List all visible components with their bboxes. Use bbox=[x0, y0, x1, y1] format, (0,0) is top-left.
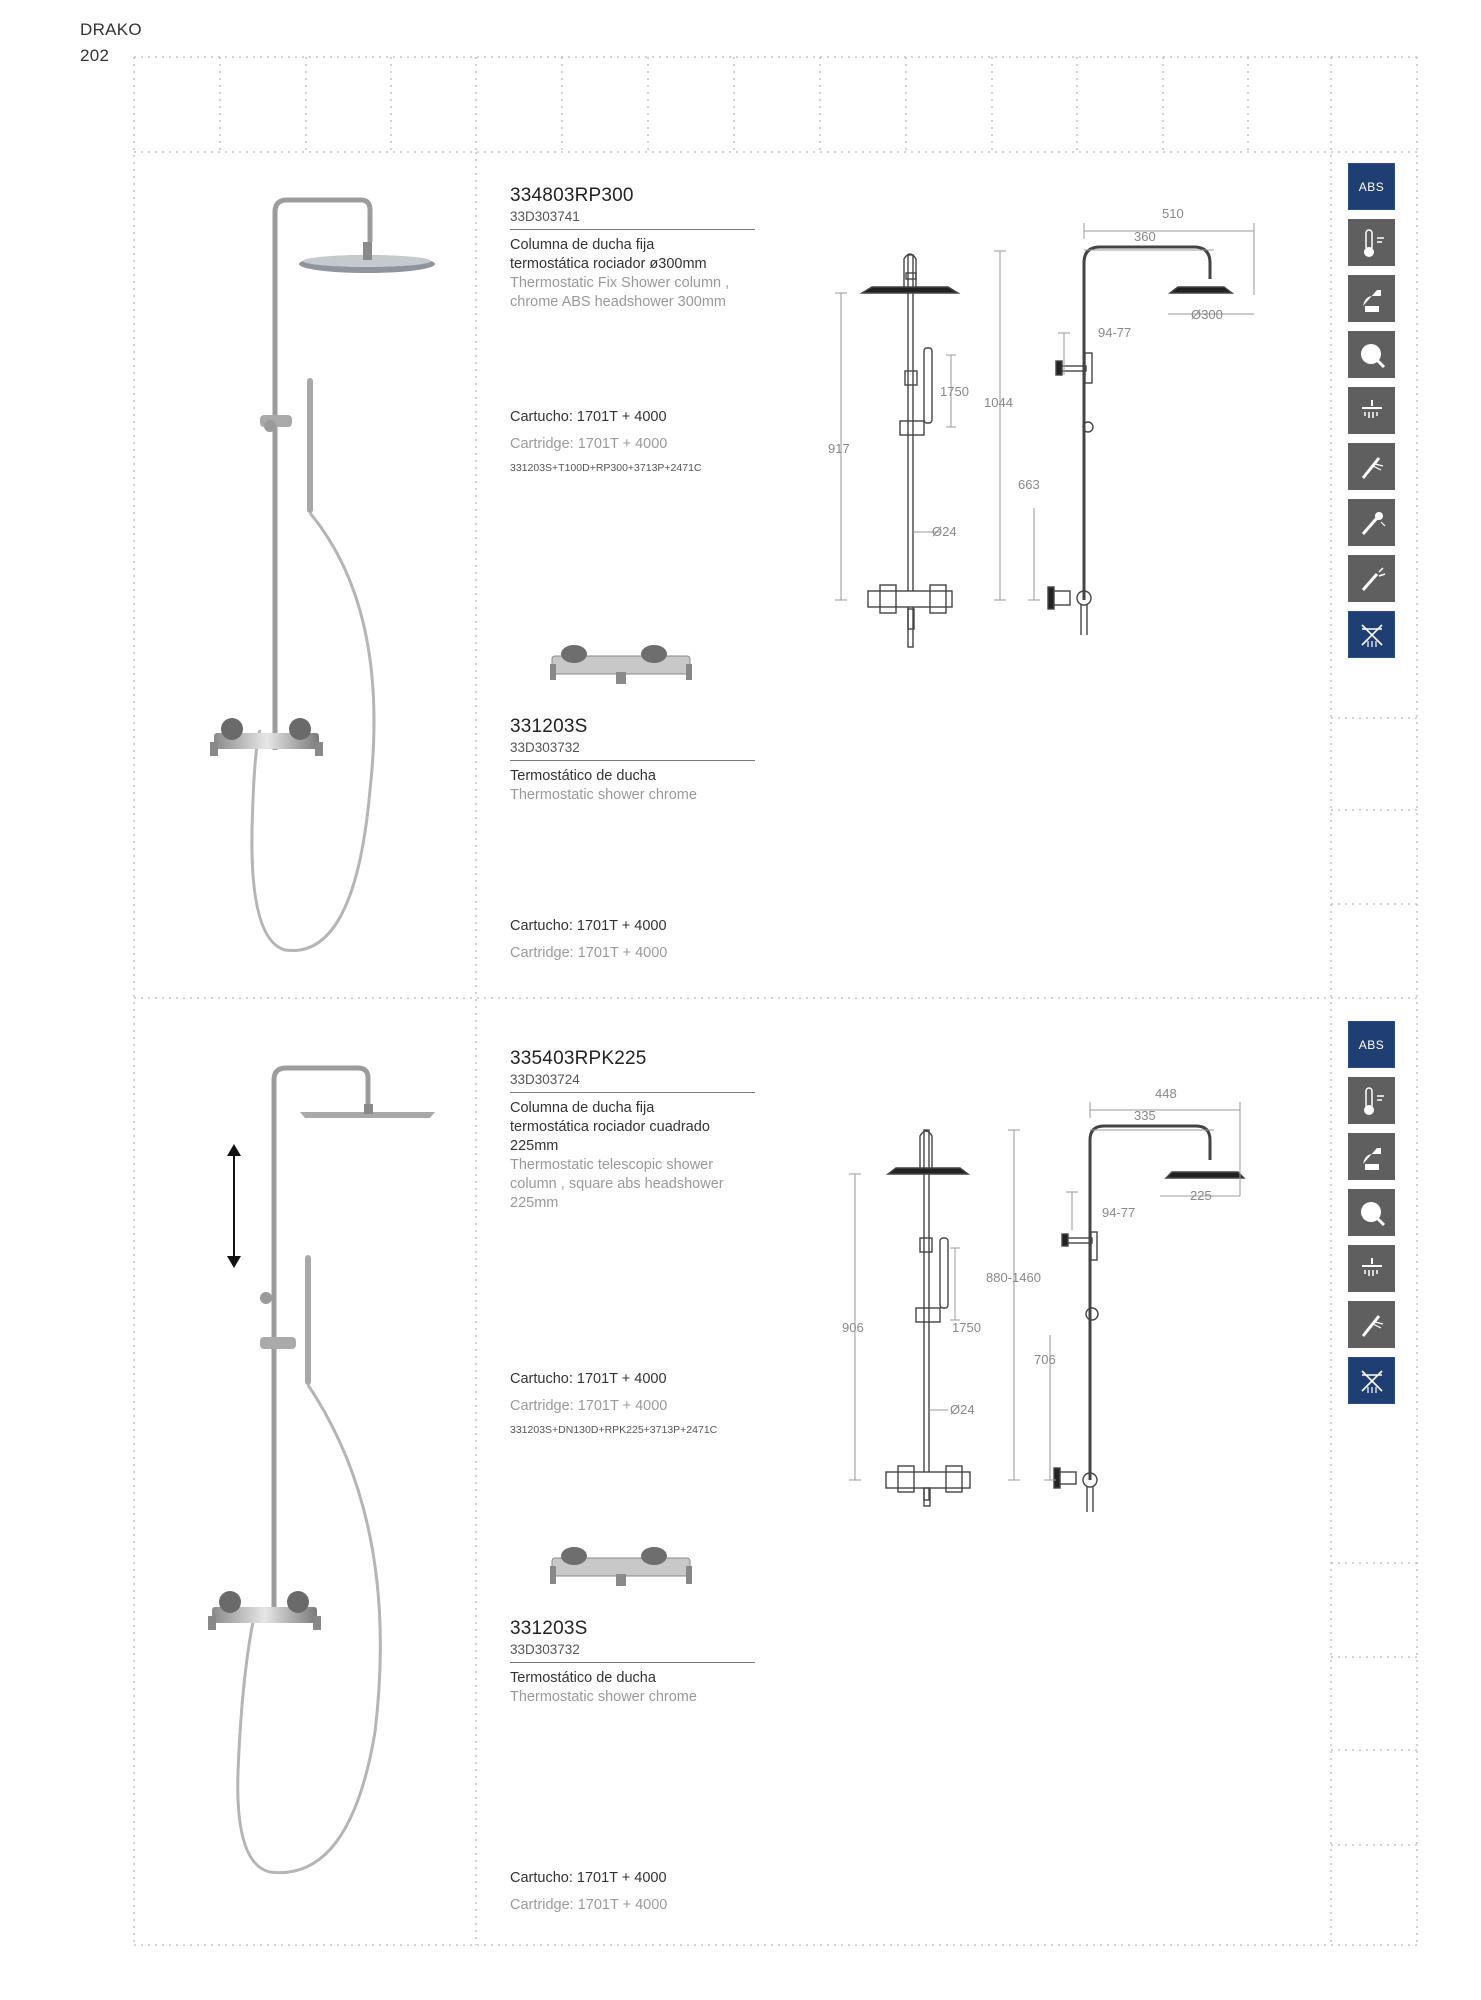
hand-shower-icon bbox=[1348, 443, 1395, 490]
rain-shower-icon bbox=[1348, 387, 1395, 434]
dimension-arm-width: 335 bbox=[1134, 1108, 1156, 1123]
product-code: 331203S bbox=[510, 1618, 588, 1639]
dimension-hose: 1750 bbox=[952, 1320, 981, 1335]
dimension-arm-width: 360 bbox=[1134, 229, 1156, 244]
dimension-front-height: 917 bbox=[828, 441, 850, 456]
description-es-line-1: Columna de ducha fija bbox=[510, 1100, 655, 1116]
rain-shower-icon bbox=[1348, 1245, 1395, 1292]
description-es: Termostático de ducha bbox=[510, 1670, 656, 1686]
anti-lime-icon bbox=[1348, 1357, 1395, 1404]
product-sub-code: 33D303732 bbox=[510, 740, 755, 761]
easy-clean-icon bbox=[1348, 1189, 1395, 1236]
thermostat-icon bbox=[1348, 1077, 1395, 1124]
dimension-total-height: 1044 bbox=[984, 395, 1013, 410]
description-en-line-2: chrome ABS headshower 300mm bbox=[510, 294, 726, 310]
component-reference: 331203S+DN130D+RPK225+3713P+2471C bbox=[510, 1424, 718, 1436]
easy-clean-icon bbox=[1348, 331, 1395, 378]
thermostat-photo bbox=[548, 640, 696, 692]
feature-icons bbox=[1348, 1021, 1395, 1413]
dimension-arm-offset: 94-77 bbox=[1102, 1205, 1136, 1220]
thermostat-photo bbox=[548, 1540, 696, 1596]
product-334803RP300 bbox=[510, 185, 755, 312]
description-es-line-3: 225mm bbox=[510, 1138, 559, 1154]
product-code: 335403RPK225 bbox=[510, 1048, 647, 1069]
cartridge-en: Cartridge: 1701T + 4000 bbox=[510, 1897, 668, 1913]
dimension-bar-diameter: Ø24 bbox=[950, 1402, 975, 1417]
description-es-line-1: Columna de ducha fija bbox=[510, 237, 655, 253]
product-code: 331203S bbox=[510, 716, 588, 737]
technical-drawing bbox=[840, 1080, 1280, 1520]
hand-shower-spray-icon bbox=[1348, 499, 1395, 546]
dimension-slide: 663 bbox=[1018, 477, 1040, 492]
description-es-line-2: termostática rociador ø300mm bbox=[510, 256, 707, 272]
dimension-front-height: 906 bbox=[842, 1320, 864, 1335]
product-code: 334803RP300 bbox=[510, 185, 634, 206]
description-en-line-1: Thermostatic telescopic shower bbox=[510, 1157, 714, 1173]
cartridge-info bbox=[510, 1865, 667, 1919]
description-en-line-3: 225mm bbox=[510, 1195, 559, 1211]
dimension-top-width: 448 bbox=[1155, 1086, 1177, 1101]
product-sub-code: 33D303732 bbox=[510, 1642, 755, 1663]
technical-drawing bbox=[820, 195, 1270, 655]
feature-icons bbox=[1348, 163, 1395, 667]
dimension-slide: 706 bbox=[1034, 1352, 1056, 1367]
dimension-total-height: 880-1460 bbox=[986, 1270, 1041, 1285]
cartridge-en: Cartridge: 1701T + 4000 bbox=[510, 436, 668, 452]
hand-control-icon bbox=[1348, 1133, 1395, 1180]
abs-icon: ABS bbox=[1348, 163, 1395, 210]
component-reference: 331203S+T100D+RP300+3713P+2471C bbox=[510, 462, 702, 474]
description-en-line-2: column , square abs headshower bbox=[510, 1176, 724, 1192]
hand-shower-icon bbox=[1348, 1301, 1395, 1348]
single-spray-icon bbox=[1348, 555, 1395, 602]
dimension-head: Ø300 bbox=[1191, 307, 1223, 322]
abs-icon: ABS bbox=[1348, 1021, 1395, 1068]
thermostat-icon bbox=[1348, 219, 1395, 266]
description-en-line-1: Thermostatic Fix Shower column , bbox=[510, 275, 730, 291]
cartridge-es: Cartucho: 1701T + 4000 bbox=[510, 1371, 667, 1387]
page-number: 202 bbox=[80, 46, 110, 65]
product-sub-code: 33D303741 bbox=[510, 209, 755, 230]
dimension-head: 225 bbox=[1190, 1188, 1212, 1203]
product-331203S bbox=[510, 716, 755, 805]
cartridge-info bbox=[510, 1366, 717, 1438]
cartridge-info bbox=[510, 913, 667, 967]
product-335403RPK225 bbox=[510, 1048, 755, 1213]
shower-column-photo bbox=[180, 1052, 460, 1882]
cartridge-es: Cartucho: 1701T + 4000 bbox=[510, 918, 667, 934]
description-en: Thermostatic shower chrome bbox=[510, 1689, 697, 1705]
cartridge-en: Cartridge: 1701T + 4000 bbox=[510, 945, 668, 961]
hand-control-icon bbox=[1348, 275, 1395, 322]
description-es: Termostático de ducha bbox=[510, 768, 656, 784]
cartridge-es: Cartucho: 1701T + 4000 bbox=[510, 409, 667, 425]
dimension-bar-diameter: Ø24 bbox=[932, 524, 957, 539]
dimension-arm-offset: 94-77 bbox=[1098, 325, 1132, 340]
cartridge-es: Cartucho: 1701T + 4000 bbox=[510, 1870, 667, 1886]
anti-lime-icon bbox=[1348, 611, 1395, 658]
description-en: Thermostatic shower chrome bbox=[510, 787, 697, 803]
description-es-line-2: termostática rociador cuadrado bbox=[510, 1119, 710, 1135]
shower-column-photo bbox=[190, 190, 460, 970]
brand-name: DRAKO bbox=[80, 20, 142, 39]
cartridge-en: Cartridge: 1701T + 4000 bbox=[510, 1398, 668, 1414]
product-sub-code: 33D303724 bbox=[510, 1072, 755, 1093]
product-331203S bbox=[510, 1618, 755, 1707]
dimension-top-width: 510 bbox=[1162, 206, 1184, 221]
cartridge-info bbox=[510, 404, 702, 476]
dimension-hose: 1750 bbox=[940, 384, 969, 399]
